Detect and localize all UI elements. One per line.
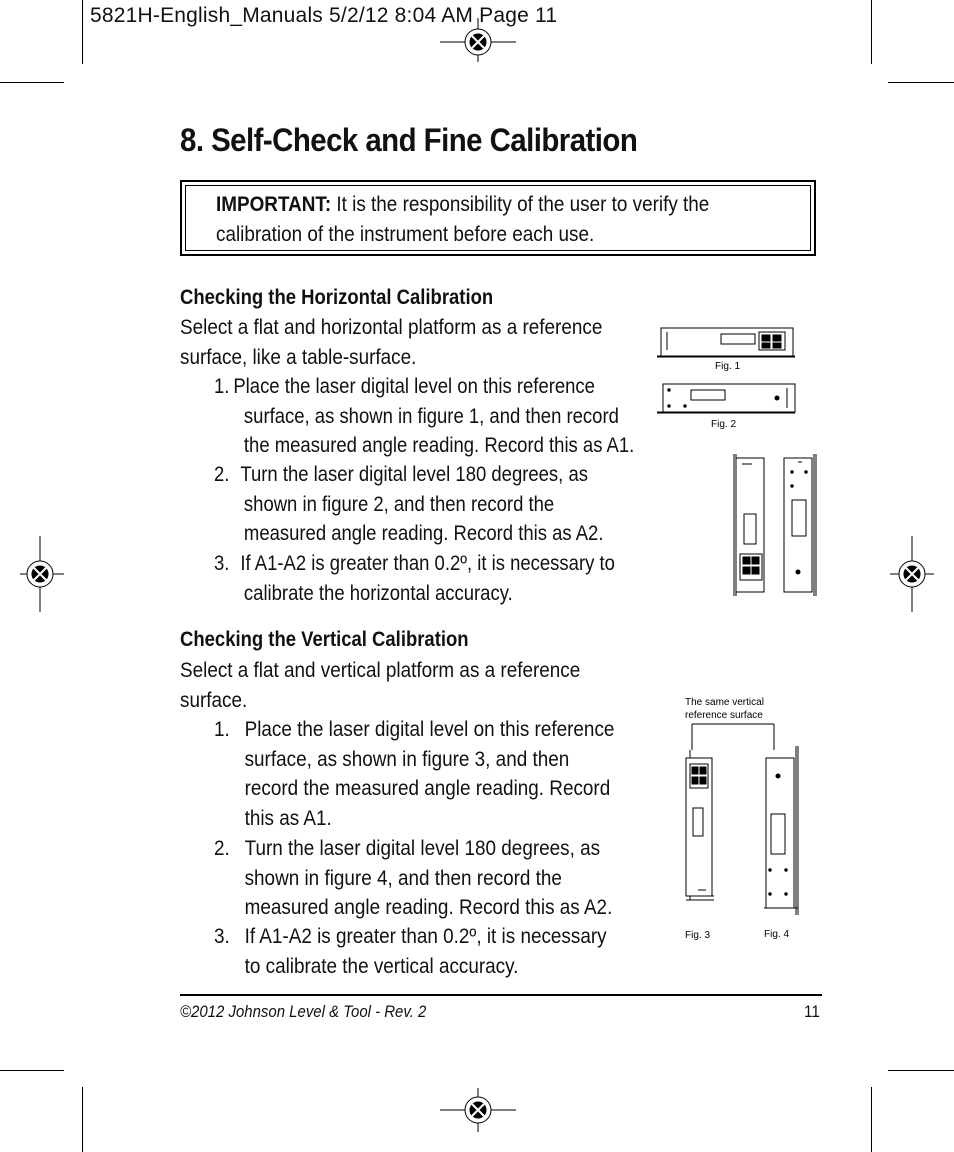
step-line: If A1-A2 is greater than 0.2º, it is necessary to	[240, 552, 615, 575]
step-line: surface, as shown in figure 1, and then record	[243, 404, 619, 428]
registration-mark-right	[890, 536, 934, 612]
fig4-label: Fig. 4	[764, 929, 790, 940]
registration-mark-left	[20, 536, 64, 612]
vertical-note-line-2: reference surface	[685, 710, 763, 721]
important-line-1	[216, 190, 792, 220]
fig3-device	[686, 758, 714, 900]
step-number: 3.	[214, 552, 230, 575]
rotated-view-right	[784, 454, 816, 596]
important-label: IMPORTANT:	[216, 193, 332, 216]
step-line: shown in figure 4, and then record the	[244, 866, 562, 890]
important-line-2: calibration of the instrument before each use.	[216, 223, 595, 246]
step-line: Turn the laser digital level 180 degrees, as	[240, 463, 588, 486]
step-line: record the measured angle reading. Record	[244, 777, 611, 800]
step-number: 2.	[214, 837, 230, 860]
step-line: Place the laser digital level on this reference	[233, 375, 595, 398]
step-line: measured angle reading. Record this as A2.	[244, 896, 613, 919]
important-line-1-text: It is the responsibility of the user to verify the	[331, 193, 710, 216]
vertical-heading: Checking the Vertical Calibration	[180, 628, 469, 651]
step-line: Turn the laser digital level 180 degrees, as	[244, 837, 601, 860]
important-notice	[180, 180, 816, 256]
step-number: 2.	[214, 463, 230, 486]
step-line: measured angle reading. Record this as A2.	[243, 522, 604, 545]
fig4-device	[764, 758, 798, 908]
page-number: 11	[804, 1002, 820, 1021]
step-line: to calibrate the vertical accuracy.	[244, 954, 519, 978]
horizontal-intro-line-2: surface, like a table-surface.	[180, 345, 417, 369]
figure-1-2-illustration	[655, 320, 800, 435]
step-number: 1.	[214, 375, 230, 398]
figure-3-4-illustration	[680, 690, 810, 945]
print-slug: 5821H-English_Manuals 5/2/12 8:04 AM Page 11	[90, 4, 558, 27]
step-line: calibrate the horizontal accuracy.	[243, 581, 513, 605]
horizontal-intro	[180, 313, 602, 372]
step-line: this as A1.	[244, 806, 332, 830]
fig1-device	[657, 328, 795, 357]
fig3-label: Fig. 3	[685, 930, 711, 941]
footer-rule	[180, 994, 822, 996]
horizontal-heading: Checking the Horizontal Calibration	[180, 286, 494, 309]
vertical-intro-line-2: surface.	[180, 688, 248, 712]
step-line: surface, as shown in figure 3, and then	[244, 747, 570, 771]
figure-rotated-views	[728, 450, 820, 598]
fig1-label: Fig. 1	[715, 361, 741, 372]
horizontal-intro-line-1: Select a flat and horizontal platform as a reference	[180, 316, 603, 339]
fig2-device	[657, 384, 795, 413]
fig2-label: Fig. 2	[711, 419, 737, 430]
registration-mark-bottom	[440, 1088, 516, 1132]
step-line: Place the laser digital level on this reference	[244, 718, 615, 741]
vertical-intro-line-1: Select a flat and vertical platform as a reference	[180, 659, 581, 682]
step-number: 3.	[214, 925, 230, 948]
step-number: 1.	[214, 718, 230, 741]
step-line: the measured angle reading. Record this as A1.	[243, 434, 635, 457]
section-title: 8. Self-Check and Fine Calibration	[180, 122, 638, 158]
step-line: If A1-A2 is greater than 0.2º, it is necessary	[244, 925, 607, 948]
rotated-view-left	[734, 454, 764, 596]
footer-copyright: ©2012 Johnson Level & Tool - Rev. 2	[180, 1002, 427, 1021]
important-text	[216, 190, 792, 250]
step-line: shown in figure 2, and then record the	[243, 492, 555, 516]
vertical-intro	[180, 656, 580, 715]
vertical-note-line-1: The same vertical	[685, 697, 764, 708]
